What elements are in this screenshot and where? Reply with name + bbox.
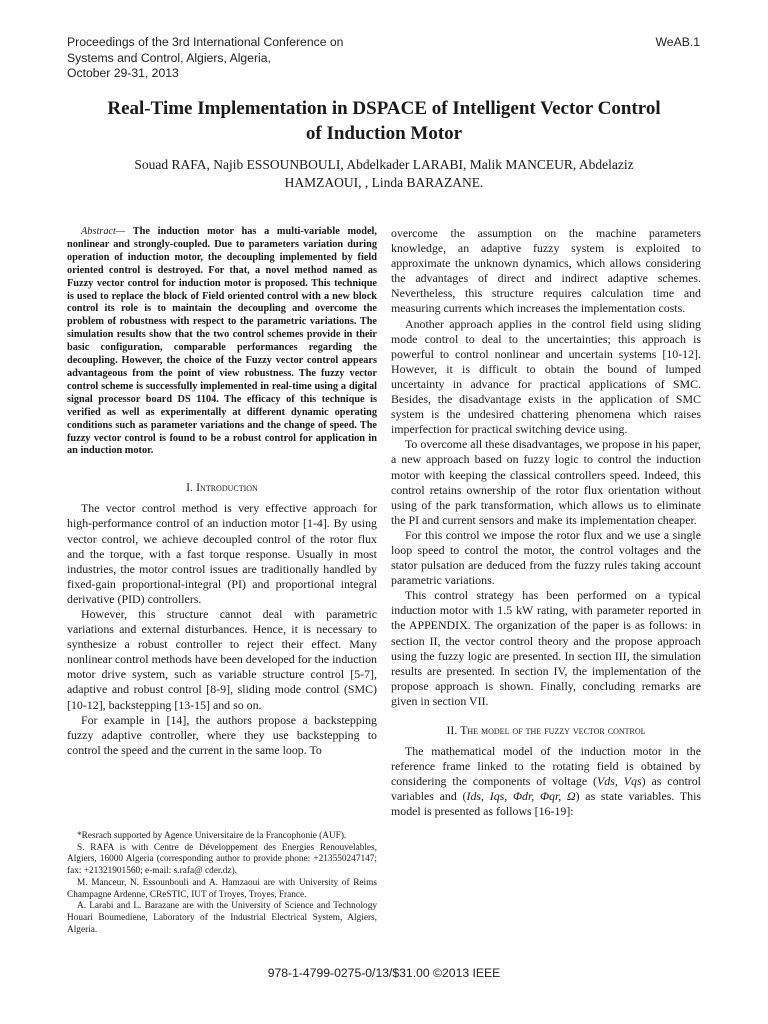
- model-text: ) as control variables and (: [391, 774, 701, 804]
- body-paragraph: This control strategy has been performed on a typical induction motor with 1.5 kW rating, with parameter reported in the APPENDIX. The organization of the paper is as follows: in section II, the vector control theory and the propose approach using the fuzzy logic are presented. In section III, the simulation results are presented. In section IV, the implementation of the propose approach is shown. Finally, concluding remarks are given in section VII.: [391, 588, 701, 708]
- body-paragraph-model: [391, 744, 701, 819]
- conference-line: Proceedings of the 3rd International Conference on: [67, 35, 344, 49]
- conference-line: October 29-31, 2013: [67, 66, 179, 80]
- body-paragraph: The vector control method is very effective approach for high-performance control of an induction motor [1-4]. By using vector control, we achieve decoupled control of the rotor flux and the torque, with a fast torque response. Usually in most industries, the motor control issues are traditionally handled by fixed-gain proportional-integral (PI) and proportional integral derivative (PID) controllers.: [67, 501, 377, 606]
- title-line: of Induction Motor: [305, 123, 463, 144]
- footnote: A. Larabi and L. Barazane are with the University of Science and Technology Houari Boumediene, Laboratory of the Industrial Electrical System, Algiers, Algeria.: [67, 901, 377, 935]
- author-list: [90, 156, 678, 191]
- body-paragraph: For example in [14], the authors propose a backstepping fuzzy adaptive controller, where they use backstepping to control the speed and the current in the same loop. To: [67, 712, 377, 757]
- conference-line: Systems and Control, Algiers, Algeria,: [67, 50, 271, 65]
- section-heading-fuzzy-vector-control: II. The model of the fuzzy vector control: [446, 723, 646, 737]
- footnotes: [67, 831, 377, 936]
- page-footer: 978-1-4799-0275-0/13/$31.00 ©2013 IEEE: [267, 966, 501, 980]
- abstract-text: The induction motor has a multi-variable model, nonlinear and strongly-coupled. Due to parameters variation during operation of induction motor, the decoupling implemented by field oriented control is destroyed. For that, a novel method named as Fuzzy vector control for induction motor is proposed. This technique is used to replace the block of Field oriented control with a new block control its role is to maintain the decoupling and overcome the problem of robustness with respect to the parametric variations. The simulation results show that the two control schemes provide in their basic configuration, comparable performances regarding the decoupling. However, the choice of the Fuzzy vector control appears advantageous from the point of view robustness. The fuzzy vector control scheme is successfully implemented in real-time using a digital signal processor board DS 1104. The efficacy of this technique is verified as well as experimentally at different dynamic operating conditions such as parameter variations and the change of speed. The fuzzy vector control is found to be a robust control for application in an induction motor.: [67, 226, 377, 457]
- title-line: Real-Time Implementation in DSPACE of Intelligent Vector Control: [107, 98, 661, 119]
- abstract-label: Abstract: [81, 226, 116, 237]
- conference-info: [67, 35, 407, 82]
- state-variables: Ids, Iqs, Φdr, Φqr, Ω: [466, 789, 576, 804]
- authors-line: Souad RAFA, Najib ESSOUNBOULI, Abdelkader LARABI, Malik MANCEUR, Abdelaziz: [134, 157, 634, 172]
- authors-line: HAMZAOUI, , Linda BARAZANE.: [284, 174, 484, 190]
- model-text: ) as state variables. This model is presented as follows [16-19]:: [391, 789, 701, 819]
- body-paragraph: overcome the assumption on the machine parameters knowledge, an adaptive fuzzy system is exploited to approximate the unknown dynamics, which allows considering the advantages of direct and indirect adaptive schemes. Nevertheless, this structure requires calculation time and measuring currents which increases the implementation costs.: [391, 226, 701, 316]
- body-paragraph: However, this structure cannot deal with parametric variations and external disturbances. Hence, it is necessary to synthesize a robust controller to reject their effect. Many nonlinear control methods have been developed for the induction motor drive system, such as variable structure control [5-7], adaptive and robust control [8-9], sliding mode control (SMC) [10-12], backstepping [13-15] and so on.: [67, 606, 377, 712]
- abstract-dash: —: [115, 226, 133, 237]
- body-paragraph: For this control we impose the rotor flux and we use a single loop speed to control the motor, the control voltages and the stator pulsation are deduced from the fuzzy rules taking account parametric variations.: [391, 527, 701, 588]
- footnote: *Resrach supported by Agence Universitaire de la Francophonie (AUF).: [77, 831, 347, 841]
- abstract: [67, 226, 377, 458]
- body-paragraph: To overcome all these disadvantages, we propose in his paper, a new approach based on fuzzy logic to control the induction motor with keeping the classical controllers speed. Indeed, this control retains ownership of the rotor flux orientation without using of the park transformation, which allows us to eliminate the PI and current sensors and make its implementation cheaper.: [391, 437, 701, 527]
- body-paragraph: Another approach applies in the control field using sliding mode control to deal to the uncertainties; this approach is powerful to control nonlinear and uncertain systems [10-12]. However, it is difficult to obtain the bound of lumped uncertainty in advance for practical applications of SMC. Besides, the disadvantage exists in the application of SMC system is the undesired chattering phenomena which raises imperfection for practical switching device using.: [391, 316, 701, 437]
- model-text: The mathematical model of the induction motor in the reference frame linked to the rotating field is obtained by considering the components of voltage (: [391, 744, 701, 789]
- paper-code: WeAB.1: [655, 35, 700, 49]
- footnote: S. RAFA is with Centre de Développement des Energies Renouvelables, Algiers, 16000 Algeria (corresponding author to provide phone: +213550247147; fax: +21321901560; e-mail: s.rafa@ cder.dz).: [67, 842, 377, 877]
- control-variables: Vds, Vqs: [597, 774, 642, 789]
- paper-title: [60, 96, 708, 146]
- footnote: M. Manceur, N. Essounbouli and A. Hamzaoui are with University of Reims Champagne Ardenne, CReSTIC, IUT of Troyes, Troyes, France.: [67, 877, 377, 900]
- right-column: [391, 226, 701, 819]
- section-heading-introduction: I. Introduction: [186, 480, 258, 495]
- left-column: [67, 226, 377, 758]
